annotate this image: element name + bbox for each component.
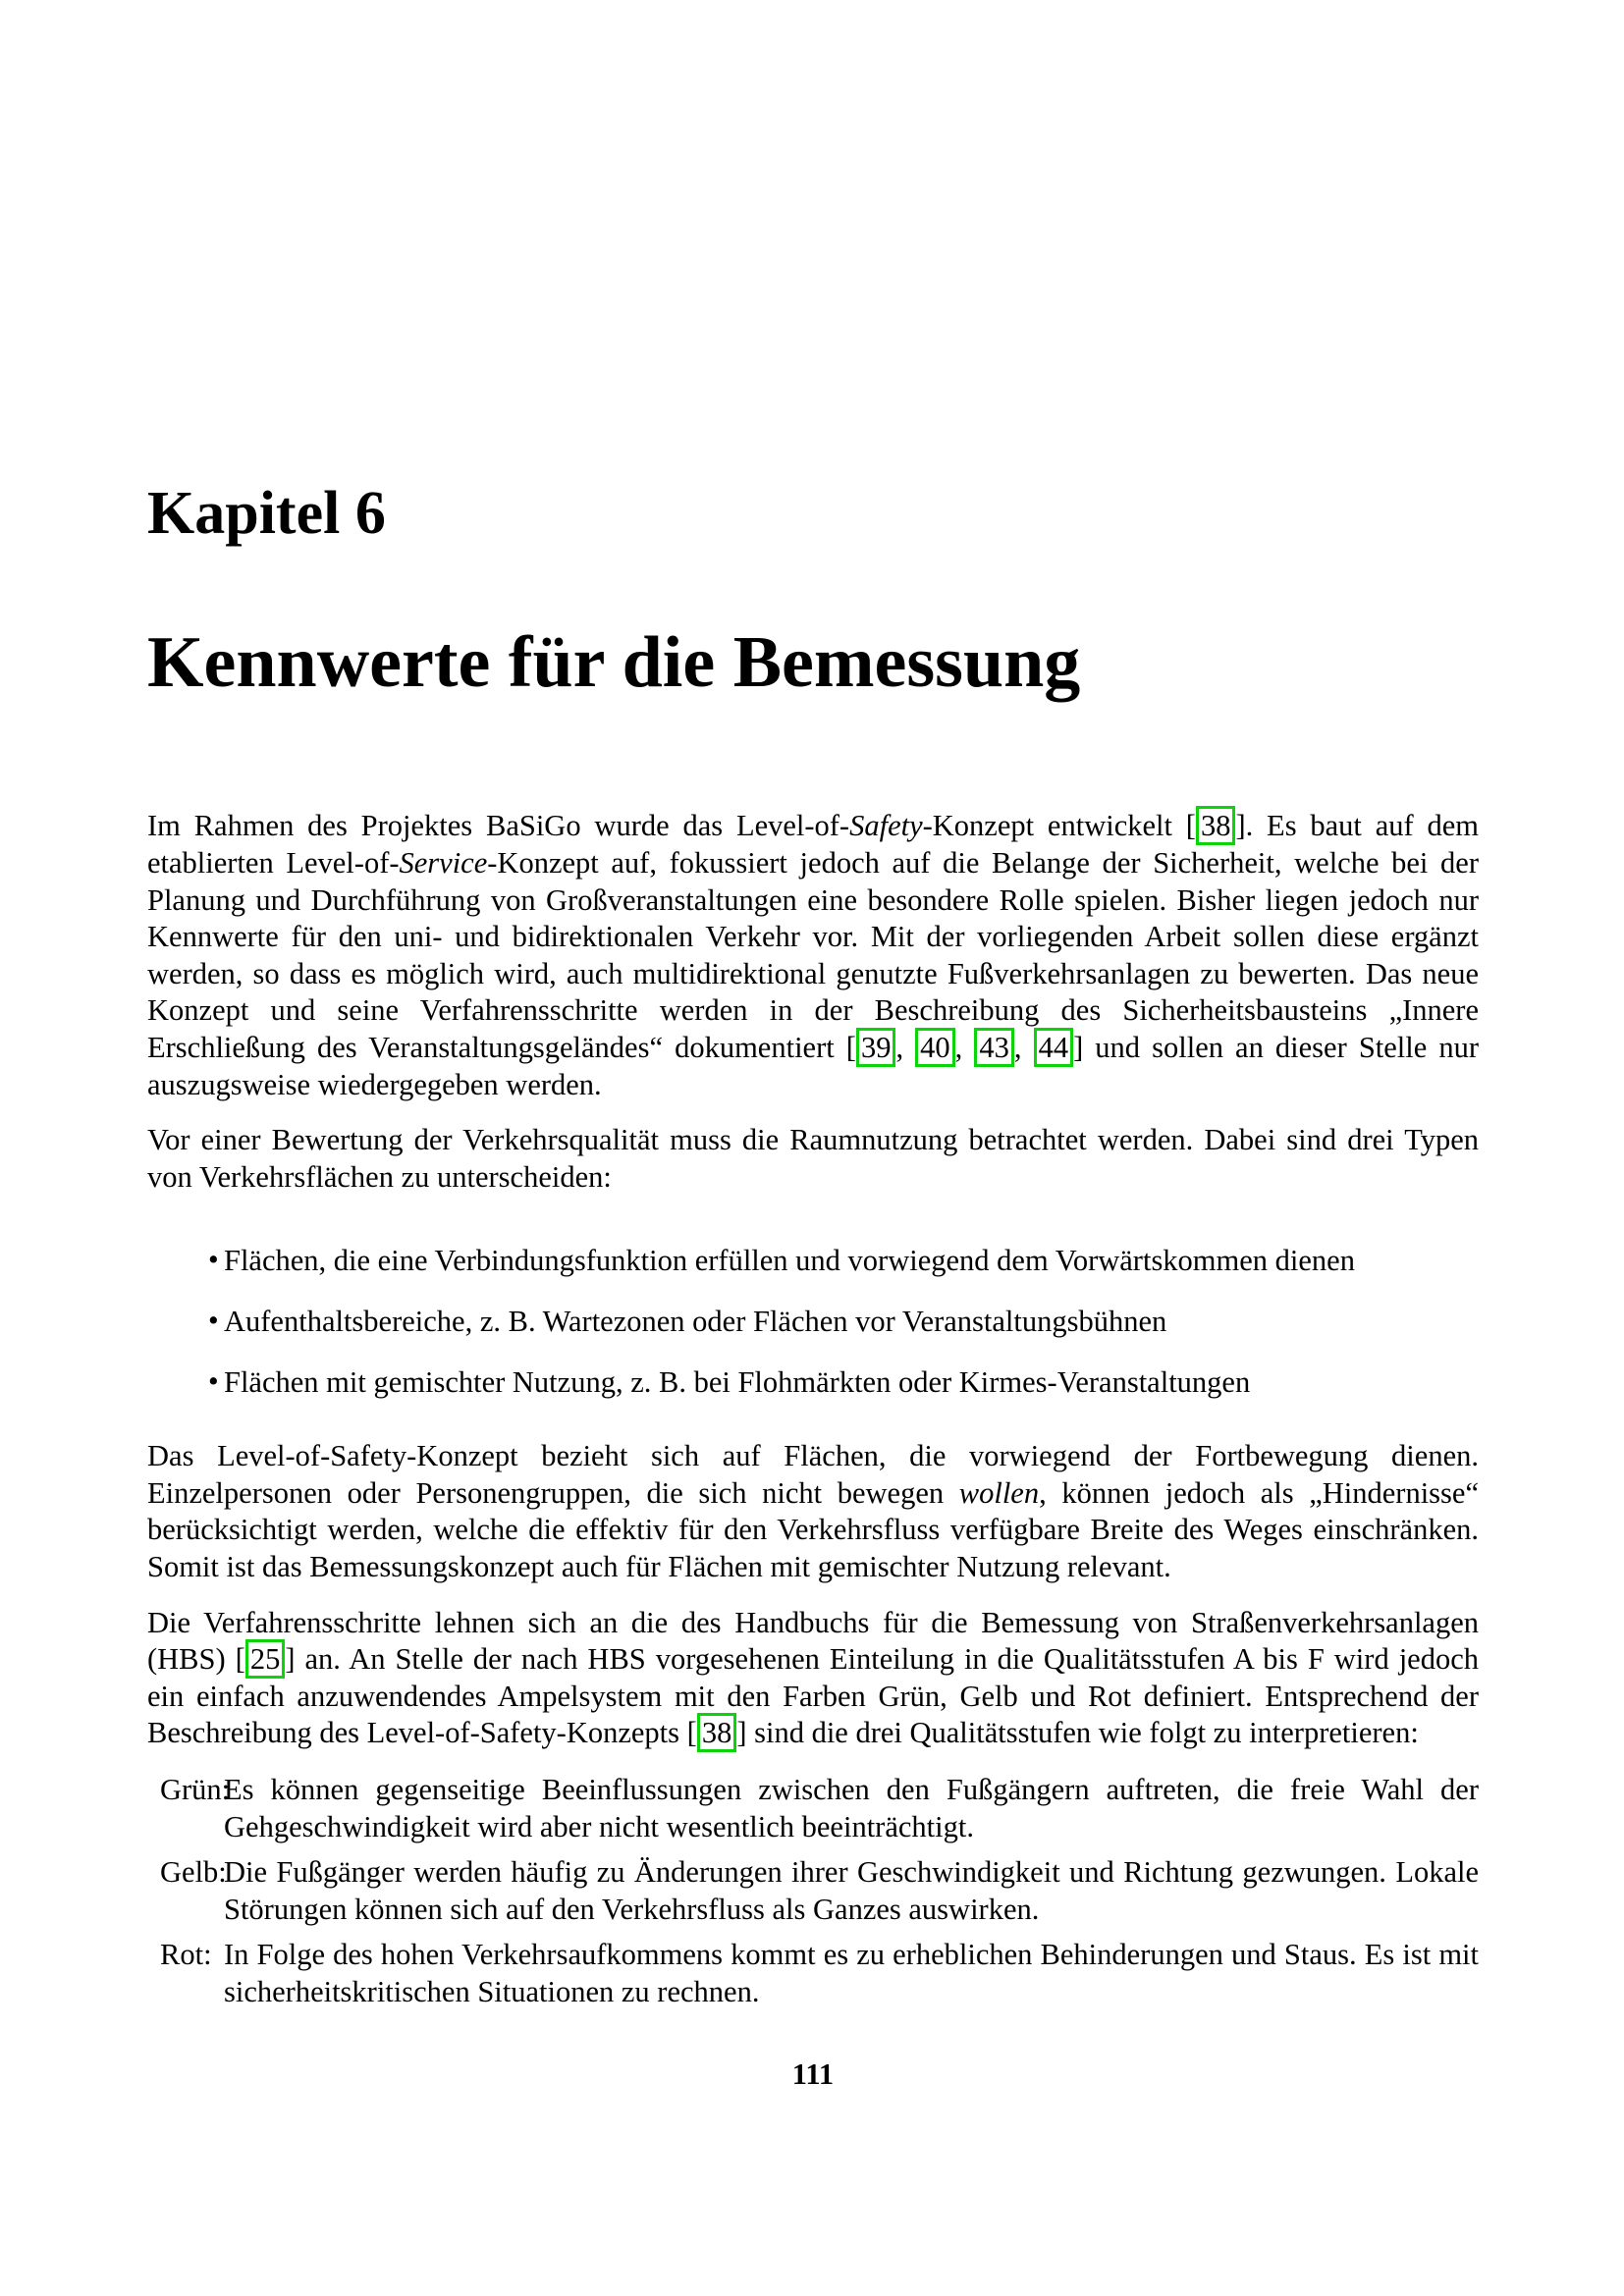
list-item (147, 1364, 1479, 1402)
list-item-text: Flächen mit gemischter Nutzung, z. B. bei Flohmärkten oder Kirmes-Veranstaltungen (224, 1364, 1251, 1399)
italic-term-wollen: wollen (958, 1475, 1040, 1510)
text-run: ] und sollen an dieser Stelle nur auszugsweise wiedergegeben werden. (147, 1031, 1480, 1101)
paragraph-procedure (147, 1605, 1479, 1752)
bullet-icon: • (208, 1304, 219, 1337)
quality-level-label: Grün: (160, 1772, 231, 1806)
chapter-heading (147, 480, 1479, 703)
page-title: Kennwerte für die Bemessung (147, 622, 1081, 703)
citation-link-40[interactable]: 40 (915, 1028, 955, 1067)
bullet-icon: • (208, 1243, 219, 1277)
text-run: , (1013, 1031, 1034, 1065)
list-item (147, 1243, 1479, 1280)
quality-level-label: Rot: (160, 1938, 212, 1972)
text-run: Vor einer Bewertung der Verkehrsqualität muss die Raumnutzung betrachtet werden. Dabei sind drei Typen von Verkehrsflächen zu unterscheiden: (147, 1123, 1479, 1194)
paragraph-scope (147, 1438, 1479, 1585)
citation-link-39[interactable]: 39 (856, 1028, 896, 1067)
text-run: , (895, 1031, 916, 1065)
bullet-icon: • (208, 1363, 219, 1398)
text-run: ] an. An Stelle der nach HBS vorgesehenen Einteilung in die Qualitätsstufen A bis F wird jedoch ein einfach anzuwendendes Ampelsystem mit den Farben Grün, Gelb und Rot definiert. Entsprechend der Beschreibung des Level-of-Safety-Konzepts [ (147, 1642, 1479, 1750)
quality-level-label: Gelb: (160, 1855, 227, 1890)
chapter-body (147, 808, 1479, 2010)
quality-level-list (147, 1772, 1479, 2011)
citation-link-25[interactable]: 25 (245, 1639, 286, 1679)
text-run: ]. Es baut auf dem etablierten Level-of- (147, 809, 1480, 881)
text-run: -Konzept entwickelt [ (922, 809, 1196, 843)
area-type-list (147, 1243, 1479, 1401)
chapter-number: Kapitel 6 (147, 480, 386, 547)
quality-level-text: Die Fußgänger werden häufig zu Änderungen ihrer Geschwindigkeit und Richtung gezwungen. Lokale Störungen können sich auf den Verkehrsfluss als Ganzes auswirken. (224, 1855, 1479, 1926)
list-item-text: Aufenthaltsbereiche, z. B. Wartezonen oder Flächen vor Veranstaltungsbühnen (224, 1305, 1167, 1338)
text-run: Das Level-of-Safety-Konzept bezieht sich auf Flächen, die vorwiegend der Fortbewegung dienen. Einzelpersonen oder Personengruppen, die sich nicht bewegen (147, 1439, 1479, 1510)
paragraph-space-usage (147, 1122, 1479, 1196)
quality-level-text: Es können gegenseitige Beeinflussungen zwischen den Fußgängern auftreten, die freie Wahl der Gehgeschwindigkeit wird aber nicht wesentlich beeinträchtigt. (224, 1772, 1479, 1843)
citation-link-43[interactable]: 43 (974, 1028, 1014, 1067)
citation-link-38-2[interactable]: 38 (697, 1713, 737, 1752)
page-number: 111 (791, 2057, 835, 2091)
text-run: , können jedoch als „Hindernisse“ berücksichtigt werden, welche die effektiv für den Verkehrsfluss verfügbare Breite des Weges einschränken. Somit ist das Bemessungskonzept auch für Flächen mit gemischter Nutzung relevant. (147, 1475, 1479, 1583)
italic-term-service: Service (399, 846, 488, 881)
page-footer (147, 2057, 1479, 2092)
text-run: ] sind die drei Qualitätsstufen wie folgt zu interpretieren: (736, 1716, 1419, 1750)
text-column (147, 0, 1479, 2020)
list-item-text: Flächen, die eine Verbindungsfunktion erfüllen und vorwiegend dem Vorwärtskommen dienen (224, 1244, 1355, 1278)
text-run: Im Rahmen des Projektes BaSiGo wurde das Level-of- (147, 809, 850, 843)
citation-link-38[interactable]: 38 (1196, 806, 1236, 845)
text-run: -Konzept auf, fokussiert jedoch auf die Belange der Sicherheit, welche bei der Planung und Durchführung von Großveranstaltungen eine besondere Rolle spielen. Bisher liegen jedoch nur Kennwerte für den uni- und bidirektionalen Verkehr vor. Mit der vorliegenden Arbeit sollen diese ergänzt werden, so dass es möglich wird, auch multidirektional genutzte Fußverkehrsanlagen zu bewerten. Das neue Konzept und seine Verfahrensschritte werden in der Beschreibung des Sicherheitsbausteins „Innere Erschließung des Veranstaltungsgeländes“ dokumentiert [ (147, 846, 1480, 1065)
paragraph-intro (147, 808, 1479, 1103)
quality-level-green (147, 1772, 1479, 1845)
text-run: , (954, 1031, 975, 1065)
quality-level-text: In Folge des hohen Verkehrsaufkommens kommt es zu erheblichen Behinderungen und Staus. Es ist mit sicherheitskritischen Situationen zu rechnen. (224, 1938, 1479, 2008)
quality-level-red (147, 1937, 1479, 2010)
quality-level-yellow (147, 1854, 1479, 1928)
citation-link-44[interactable]: 44 (1034, 1028, 1074, 1067)
italic-term-safety: Safety (849, 809, 923, 843)
list-item (147, 1304, 1479, 1341)
text-run: Die Verfahrensschritte lehnen sich an die des Handbuchs für die Bemessung von Straßenverkehrsanlagen (HBS) [ (147, 1605, 1479, 1677)
